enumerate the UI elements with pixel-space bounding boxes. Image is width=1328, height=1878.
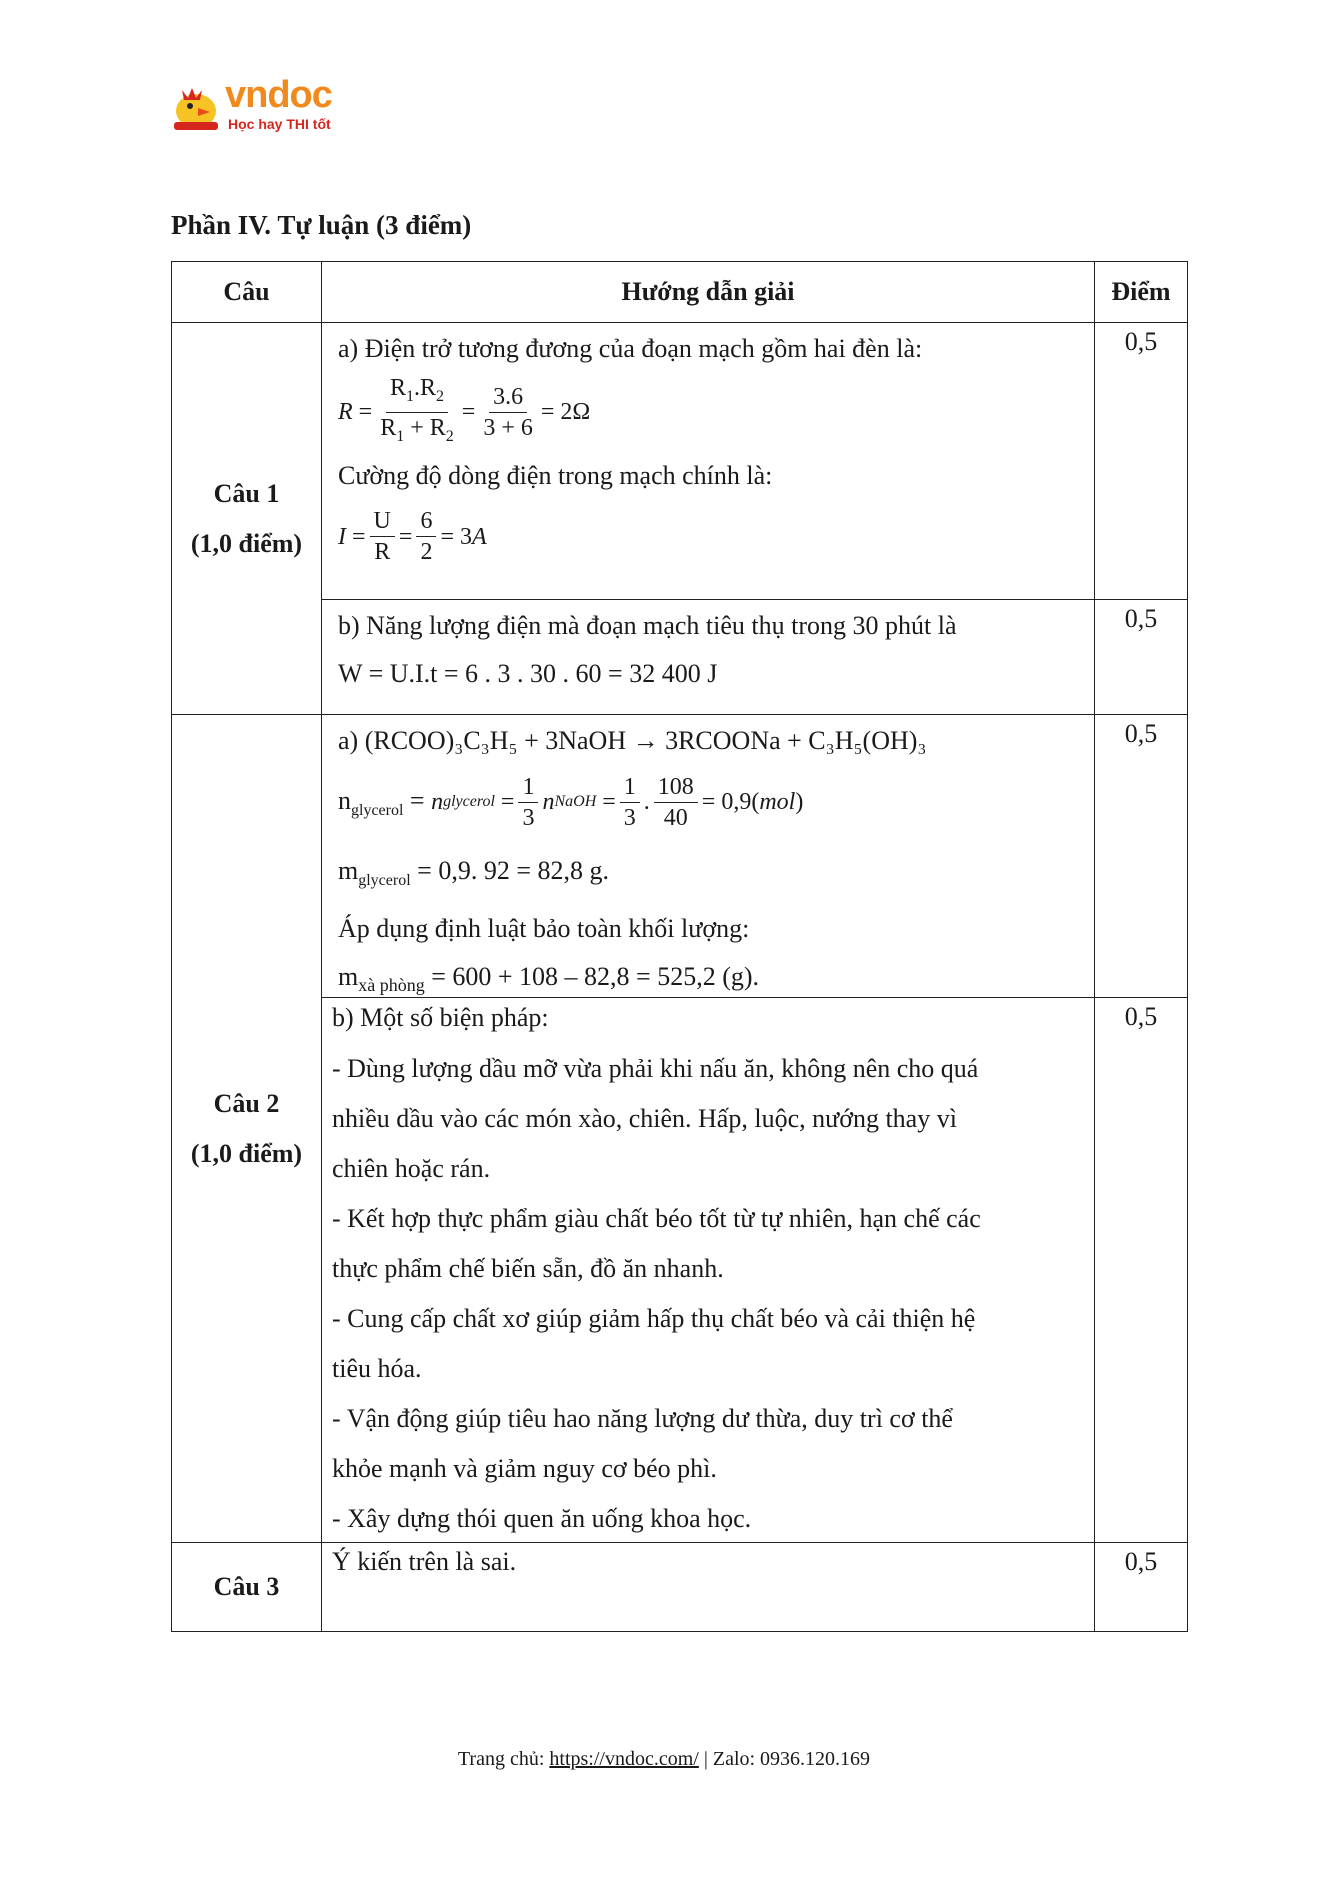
q2-b-solution [322,998,1095,1543]
q3-row [172,1543,1188,1632]
q1-b-points: 0,5 [1095,600,1188,715]
q2-label: Câu 2 [213,1088,280,1118]
q3-points: 0,5 [1095,1543,1188,1632]
q2-b-line-6: - Cung cấp chất xơ giúp giảm hấp thụ chất béo và cải thiện hệ [332,1304,976,1333]
q1-label-cell [172,323,322,715]
homepage-link[interactable]: https://vndoc.com/ [549,1748,699,1770]
q1-a-current: Cường độ dòng điện trong mạch chính là: [338,460,773,490]
q1-row-a [172,323,1188,600]
q1-a-intro: a) Điện trở tương đương của đoạn mạch gồm hai đèn là: [338,334,923,363]
q2-b-line-5: thực phẩm chế biến sẵn, đồ ăn nhanh. [332,1254,724,1283]
q2-b-line-2: nhiều dầu vào các món xào, chiên. Hấp, luộc, nướng thay vì [332,1104,957,1133]
q2-b-points: 0,5 [1095,998,1188,1543]
q2-b-line-10: - Xây dựng thói quen ăn uống khoa học. [332,1504,752,1533]
q2-a-soap: = 600 + 108 – 82,8 = 525,2 (g). [431,962,760,992]
q2-score-label: (1,0 điểm) [190,1138,303,1168]
q2-b-line-4: - Kết hợp thực phẩm giàu chất béo tốt từ tự nhiên, hạn chế các [332,1204,981,1233]
q2-b-intro: b) Một số biện pháp: [332,1003,549,1032]
logo-tagline: Học hay THI tốt [228,116,331,132]
q2-b-line-7: tiêu hóa. [332,1354,422,1383]
q2-row-a [172,715,1188,998]
q2-a-mass: = 0,9. 92 = 82,8 g. [417,856,609,886]
q1-a-solution [322,323,1095,600]
q1-score-label: (1,0 điểm) [190,528,303,558]
header-points: Điểm [1095,262,1188,323]
q2-b-line-9: khỏe mạnh và giảm nguy cơ béo phì. [332,1454,717,1483]
q1-b-formula: W = U.I.t = 6 . 3 . 30 . 60 = 32 400 J [338,659,718,688]
page-footer [0,1748,1328,1771]
q3-label: Câu 3 [172,1543,322,1632]
q1-current-formula: I = $\frac{U}{R}$ = $\frac{6}{2}$ = 3 A [338,508,487,566]
footer-prefix: Trang chủ: [457,1748,545,1770]
vndoc-logo [168,74,348,138]
q3-solution [322,1543,1095,1632]
q2-glycerol-mass: $m_{glycerol} = 0,9$. 92 = 82,8 g. [338,856,609,890]
table-header-row [172,262,1188,323]
q2-a-law: Áp dụng định luật bảo toàn khối lượng: [338,914,750,944]
q1-b-solution [322,600,1095,715]
footer-zalo: | Zalo: 0936.120.169 [703,1748,871,1770]
q1-resistance-formula: R = $\frac{R_1.R_2}{R_1 + R_2}$ = $\frac{3.6}{3 + 6}$ = 2Ω [338,375,591,445]
q2-glycerol-moles-formula: $n_{glycerol} = n$ glycerol = $\frac{1}{3}$ n NaOH = $\frac{1}{3}$ . $\frac{108}{40}$ = 0,9( mol ) [338,773,804,831]
q1-label: Câu 1 [213,478,280,508]
header-question: Câu [172,262,322,323]
q2-a-points: 0,5 [1095,715,1188,998]
q2-b-line-8: - Vận động giúp tiêu hao năng lượng dư thừa, duy trì cơ thể [332,1404,953,1433]
q2-row-b [172,998,1188,1543]
header-solution: Hướng dẫn giải [322,262,1095,323]
chick-mascot-icon [168,78,224,134]
q1-a-points: 0,5 [1095,323,1188,600]
section-heading: Phần IV. Tự luận (3 điểm) [171,210,472,240]
q2-label-cell [172,715,322,1543]
solution-table [171,261,1188,1632]
q2-soap-mass: $m_{xà phòng} = 600 + 108 - 82,8 = 525,2$ (g). [338,962,760,996]
q3-answer: Ý kiến trên là sai. [332,1547,517,1576]
q2-b-line-1: - Dùng lượng dầu mỡ vừa phải khi nấu ăn, không nên cho quá [332,1054,979,1083]
q2-a-equation: a) (RCOO)₃C₃H₅ + 3NaOH → 3RCOONa + C₃H₅(OH)₃ [338,726,927,755]
q1-row-b [172,600,1188,715]
q2-a-solution [322,715,1095,998]
logo-brand: vndoc [225,74,332,116]
q1-b-intro: b) Năng lượng điện mà đoạn mạch tiêu thụ trong 30 phút là [338,611,957,640]
q2-b-line-3: chiên hoặc rán. [332,1154,491,1183]
